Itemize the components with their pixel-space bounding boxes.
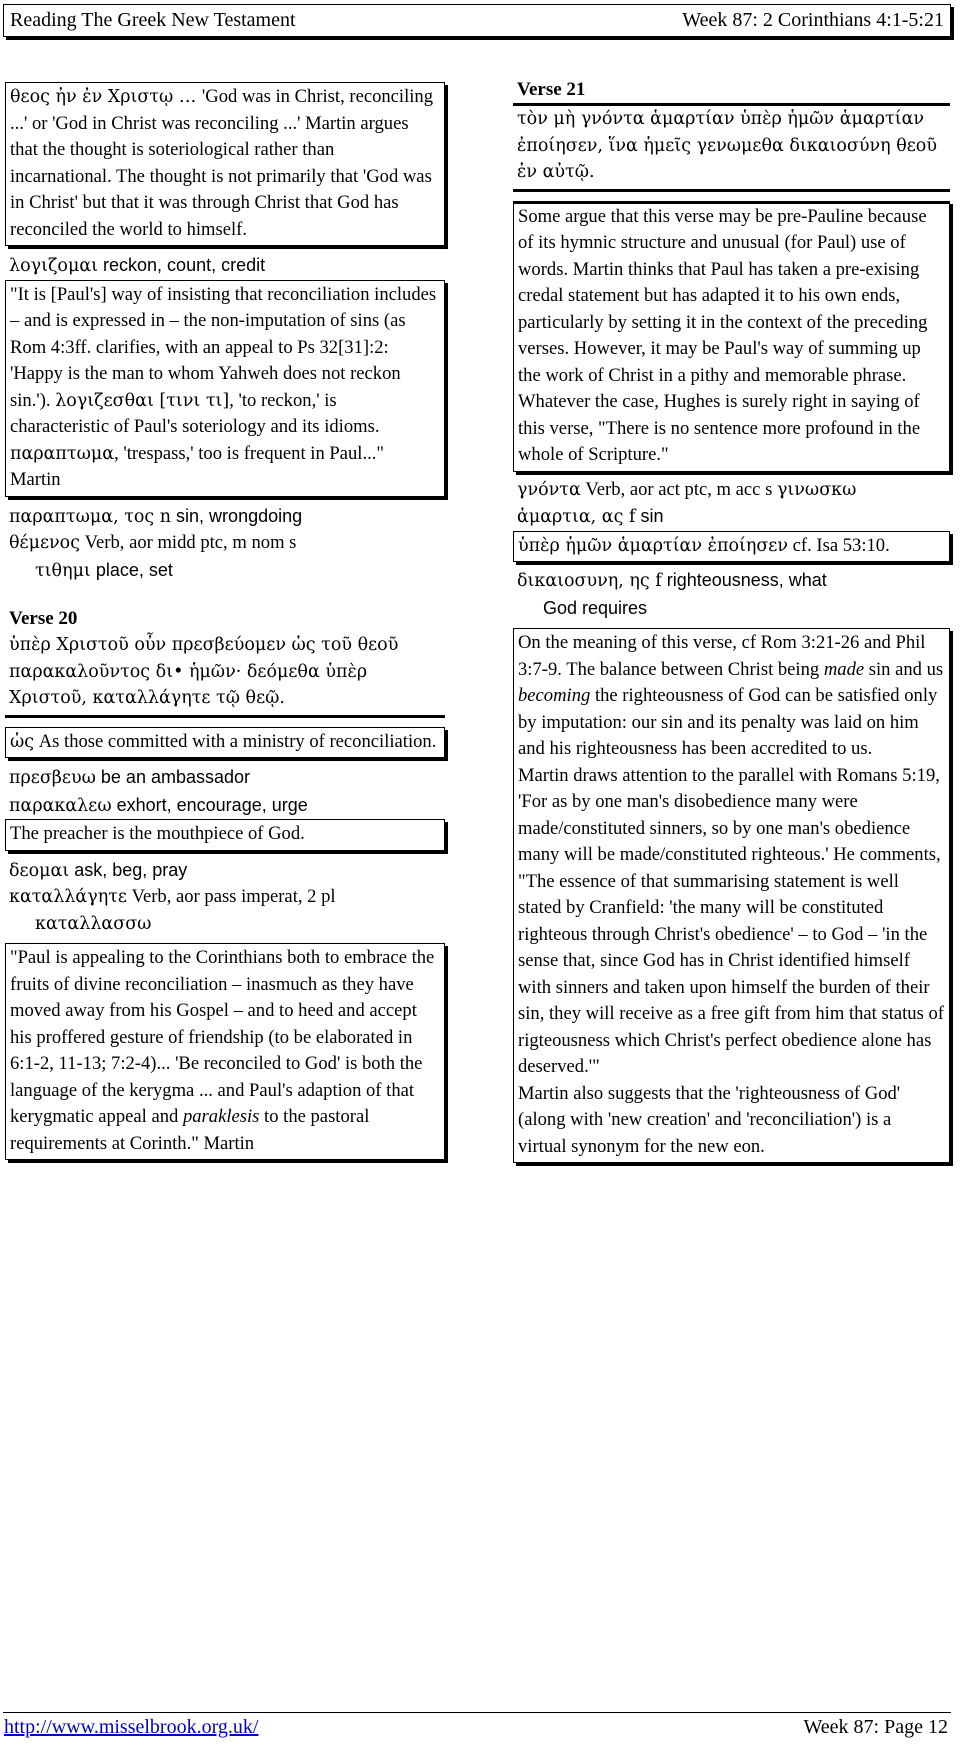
note-box-righteousness [513, 628, 950, 1163]
vocab-meaning-cont [513, 595, 950, 623]
vocab-entry [5, 252, 445, 280]
note-text: , 'to reckon,' is characteristic of Paul's soteriology and its idioms. [10, 389, 380, 437]
header-week: Week 87: 2 Corinthians 4:1-5:21 [682, 9, 944, 31]
parse-greek: θέμενος [9, 533, 81, 553]
note-text: cf. Isa 53:10. [788, 534, 890, 556]
footer-website-link[interactable]: http://www.misselbrook.org.uk/ [4, 1716, 259, 1738]
greek-word: ὡς [10, 731, 35, 752]
parse-entry [513, 477, 950, 504]
note-paragraph: Martin also suggests that the 'righteousness of God' (along with 'new creation' and 'reconciliation') is a virtual synonym for the new eon. [518, 1082, 901, 1157]
note-paragraph [518, 630, 944, 763]
greek-phrase: λογιζεσθαι [τινι τι] [55, 390, 230, 411]
note-text: "It is [Paul's] way of insisting that reconciliation includes – and is expressed in – the non-imputation of sins (as Rom 4:3ff. clarifies, with an appeal to Ps 32[31]:2: 'Happy is the man to whom Yahweh does not reckon sin.'). [10, 283, 437, 411]
greek-phrase: θεος ἠν ἐν Χριστῳ … [10, 87, 202, 107]
greek-phrase: ὑπὲρ ἡμῶν ἁμαρτίαν ἐποίησεν [518, 535, 788, 556]
parse-entry [5, 530, 445, 557]
note-text: "Paul is appealing to the Corinthians both to embrace the fruits of divine reconciliation – inasmuch as they have moved away from his Gospel – and to heed and accept his proffered gesture of friendship (to be elaborated in 6:1-2, 11-13; 7:2-4)... 'Be reconciled to God' is both the language of the kerygma ... and Paul's adaption of that kerygmatic appeal and [10, 947, 435, 1127]
parse-greek: καταλλάγητε [9, 887, 127, 907]
note-box-god-in-christ [5, 82, 445, 246]
note-italic: paraklesis [182, 1106, 260, 1127]
vocab-entry [5, 792, 445, 820]
vocab-greek: παραπτωμα, τος n [9, 506, 172, 527]
vocab-meaning: exhort, encourage, urge [111, 794, 308, 815]
header-title: Reading The Greek New Testament [10, 9, 296, 31]
parse-entry [5, 884, 445, 911]
note-box-isaiah [513, 531, 950, 563]
vocab-greek: δικαιοσυνη, ης f [517, 571, 662, 591]
note-italic: becoming [518, 685, 591, 706]
verse-20-greek: ὑπὲρ Χριστοῦ οὖν πρεσβεύομεν ὡς τοῦ θεοῦ παρακαλοῦντος δι• ἡμῶν· δεόμεθα ὑπὲρ Χριστοῦ, καταλλάγητε τῷ θεῷ. [5, 632, 445, 718]
vocab-entry [5, 911, 445, 938]
vocab-meaning: sin, wrongdoing [171, 505, 303, 526]
vocab-greek: λογιζομαι [9, 256, 99, 276]
vocab-greek: ἁμαρτια, ας f [517, 507, 636, 527]
vocab-greek: πρεσβευω [9, 768, 96, 788]
vocab-entry [5, 764, 445, 792]
right-column [513, 79, 950, 1168]
vocab-entry [5, 857, 445, 885]
note-text: 'God was in Christ, reconciling ...' or 'God in Christ was reconciling ...' Martin argues that the thought is soteriological rather than incarnational. The thought is not primarily that 'God was in Christ' but that it was through Christ that God has reconciled the world to himself. [10, 86, 434, 240]
parse-greek: γνόντα [517, 479, 581, 500]
verse-21-heading: Verse 21 [517, 79, 586, 100]
note-italic: made [823, 658, 865, 680]
vocab-greek: καταλλασσω [35, 913, 152, 934]
vocab-greek: δεομαι [9, 860, 70, 881]
parse-text: Verb, aor midd ptc, m nom s [80, 532, 297, 553]
greek-phrase: παραπτωμα [10, 443, 115, 464]
verse-20-heading: Verse 20 [9, 608, 78, 629]
note-text: Some argue that this verse may be pre-Pauline because of its hymnic structure and unusual (for Paul) use of words. Martin thinks that Paul has taken a pre-exising credal statement but has adapted it to his own ends, particularly by setting it in the context of the preceding verses. However, it may be Paul's way of summing up the work of Christ in a pithy and memorable phrase. Whatever the case, Hughes is surely right in saying of this verse, "There is no sentence more profound in the whole of Scripture." [518, 205, 928, 465]
footer-rule [3, 1712, 951, 1713]
note-text: As those committed with a ministry of reconciliation. [34, 730, 437, 752]
note-text: On the meaning of this verse, cf Rom 3:21-26 and Phil 3:7-9. The balance between Christ being [518, 632, 926, 680]
parse-lemma: γινωσκω [776, 479, 857, 500]
note-paragraph: Martin draws attention to the parallel with Romans 5:19, 'For as by one man's disobedience many were made/constituted sinners, so by one man's obedience many will be made/constituted righteous.' He comments, "The essence of that summarising statement is well stated by Cranfield: 'the many will be constituted righteous through Christ's obedience' – to God – 'in the sense that, since God has in Christ identified himself with sinners and taken upon himself the burden of their sin, they will receive as a free gift from him that status of rigteousness which Christ's perfect obedience alone has deserved.'" [518, 764, 944, 1077]
note-text: The preacher is the mouthpiece of God. [10, 823, 305, 844]
vocab-entry [513, 503, 950, 531]
vocab-meaning: reckon, count, credit [98, 255, 266, 275]
note-text: the righteousness of God can be satisfied only by imputation: our sin and its penalty was laid on him and his righteousness has been accredited to us. [518, 685, 938, 759]
note-text: to the pastoral requirements at Corinth." Martin [10, 1106, 370, 1154]
note-box-appeal [5, 943, 445, 1160]
vocab-meaning: righteousness, what [661, 570, 827, 590]
footer-page-number: Week 87: Page 12 [803, 1716, 948, 1738]
note-box-as [5, 727, 445, 759]
vocab-greek: τιθημι [35, 560, 91, 581]
vocab-meaning: God requires [543, 597, 648, 618]
note-text: sin and us [864, 658, 944, 680]
note-box-preacher [5, 819, 445, 851]
note-text: , 'trespass,' too is frequent in Paul..." Martin [10, 442, 384, 490]
note-box-pre-pauline [513, 201, 950, 472]
vocab-meaning: be an ambassador [95, 767, 251, 787]
verse-21-greek: τὸν μὴ γνόντα ἁμαρτίαν ὑπὲρ ἡμῶν ἁμαρτίαν ἐποίησεν, ἵνα ἡμεῖς γενωμεθα δικαιοσύνη θεοῦ ἐν αὐτῷ. [513, 103, 950, 192]
vocab-entry [5, 557, 445, 585]
vocab-greek: παρακαλεω [9, 795, 112, 816]
parse-text: Verb, aor act ptc, m acc s [580, 478, 777, 500]
parse-text: Verb, aor pass imperat, 2 pl [126, 886, 336, 907]
vocab-meaning: place, set [90, 559, 173, 580]
vocab-meaning: sin [635, 506, 664, 526]
vocab-meaning: ask, beg, pray [69, 859, 188, 880]
vocab-entry [513, 567, 950, 595]
page-header [3, 4, 951, 37]
left-column [5, 82, 445, 1166]
note-box-reckon [5, 280, 445, 497]
vocab-entry [5, 503, 445, 531]
